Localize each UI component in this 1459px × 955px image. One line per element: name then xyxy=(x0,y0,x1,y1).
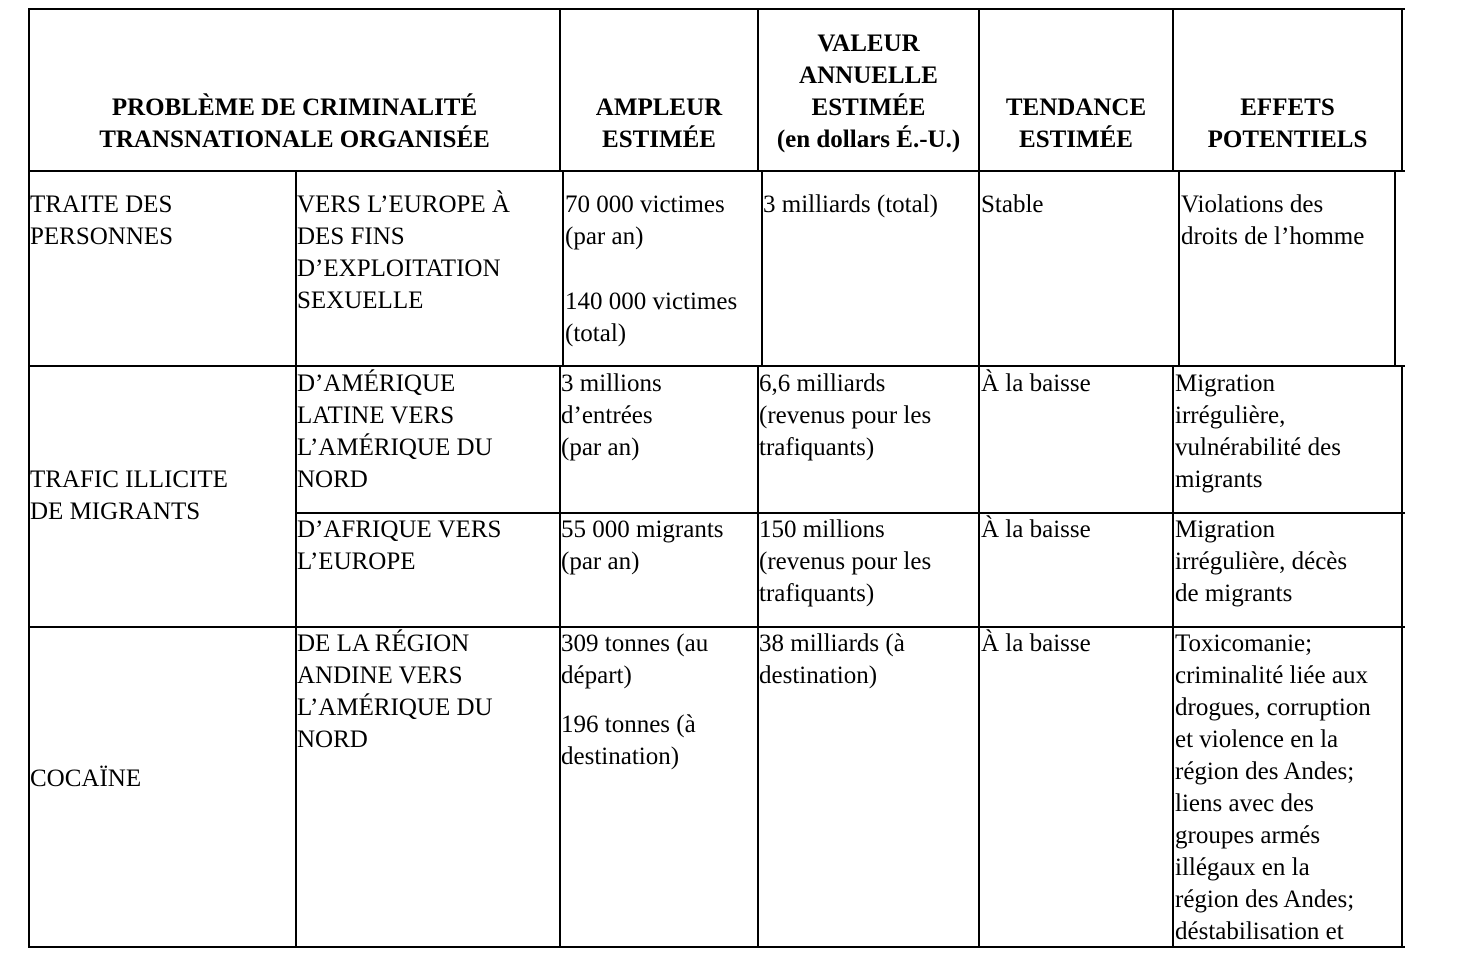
column-divider xyxy=(562,172,564,367)
header-tendance: TENDANCE ESTIMÉE xyxy=(1005,94,1147,153)
route-cell: VERS L’EUROPE À DES FINS D’EXPLOITATION SEXUELLE xyxy=(297,191,510,314)
header-valeur: VALEUR ANNUELLE ESTIMÉE (en dollars É.-U.) xyxy=(776,30,961,153)
route-cell: D’AMÉRIQUE LATINE VERS L’AMÉRIQUE DU NORD xyxy=(297,370,493,493)
valeur-cell: 3 milliards (total) xyxy=(763,191,938,218)
column-divider xyxy=(1394,172,1396,367)
table-border-right xyxy=(1401,8,1403,172)
ampleur-cell: 55 000 migrants (par an) xyxy=(561,516,724,575)
valeur-cell: 150 millions (revenus pour les trafiquants) xyxy=(759,516,932,607)
ampleur-cell: 196 tonnes (à destination) xyxy=(561,711,696,770)
valeur-cell: 38 milliards (à destination) xyxy=(759,630,905,689)
effets-cell: Toxicomanie; criminalité liée aux drogues, corruption et violence en la région des Andes; liens avec des groupes armés illégaux en la région des Andes; déstabilisation et xyxy=(1175,630,1371,945)
problem-cell: TRAITE DES PERSONNES xyxy=(30,191,174,250)
route-cell: D’AFRIQUE VERS L’EUROPE xyxy=(297,516,502,575)
effets-cell: Violations des droits de l’homme xyxy=(1181,191,1365,250)
header-divider xyxy=(28,170,1405,172)
header-ampleur: AMPLEUR ESTIMÉE xyxy=(595,94,723,153)
header-problem: PROBLÈME DE CRIMINALITÉ TRANSNATIONALE ORGANISÉE xyxy=(99,94,490,153)
header-effets: EFFETS POTENTIELS xyxy=(1207,94,1368,153)
valeur-cell: 6,6 milliards (revenus pour les trafiquants) xyxy=(759,370,932,461)
tendance-cell: À la baisse xyxy=(981,370,1091,397)
column-divider xyxy=(1172,367,1174,948)
table-border-bottom xyxy=(28,946,1405,948)
effets-cell: Migration irrégulière, vulnérabilité des migrants xyxy=(1175,370,1341,493)
tendance-cell: Stable xyxy=(981,191,1044,218)
tendance-cell: À la baisse xyxy=(981,630,1091,657)
ampleur-cell: 309 tonnes (au départ) xyxy=(561,630,709,689)
column-divider xyxy=(1178,172,1180,367)
ampleur-cell: 3 millions d’entrées (par an) xyxy=(561,370,662,461)
ampleur-cell: 140 000 victimes (total) xyxy=(565,288,738,347)
problem-cell: COCAÏNE xyxy=(30,765,142,792)
effets-cell: Migration irrégulière, décès de migrants xyxy=(1175,516,1348,607)
route-cell: DE LA RÉGION ANDINE VERS L’AMÉRIQUE DU NORD xyxy=(297,630,493,753)
table-border-right xyxy=(1401,367,1403,948)
ampleur-cell: 70 000 victimes (par an) xyxy=(565,191,725,250)
tendance-cell: À la baisse xyxy=(981,516,1091,543)
problem-cell: TRAFIC ILLICITE DE MIGRANTS xyxy=(30,466,228,525)
